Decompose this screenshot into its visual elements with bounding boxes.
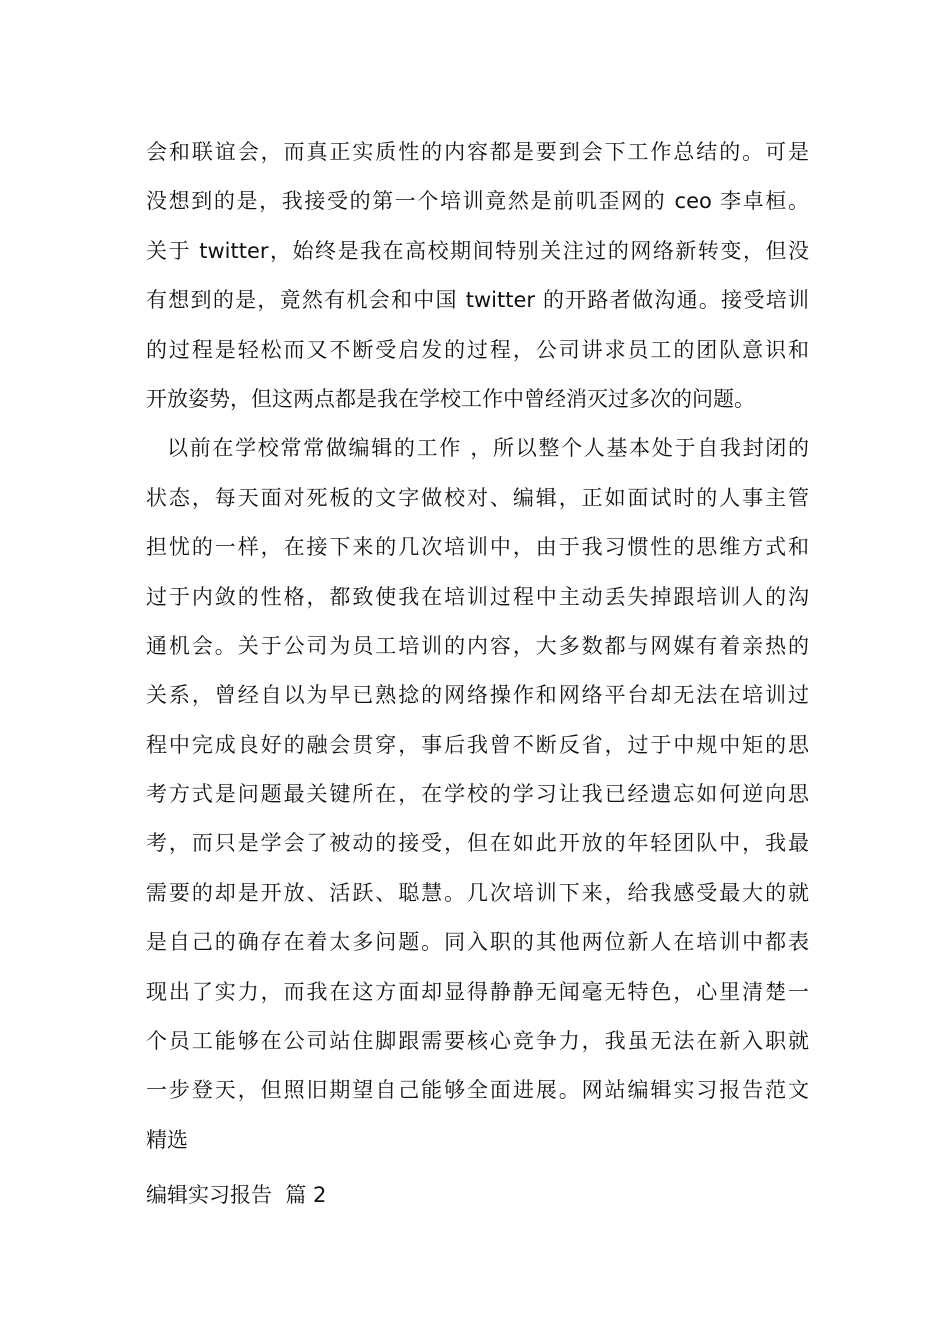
text-line: 精选 xyxy=(146,1127,188,1152)
text-line: 的过程是轻松而又不断受启发的过程，公司讲求员工的团队意识和 xyxy=(146,337,809,362)
text-line: 个员工能够在公司站住脚跟需要核心竞争力，我虽无法在新入职就 xyxy=(146,1029,809,1054)
paragraph-1 xyxy=(146,128,809,424)
text-line: 需要的却是开放、活跃、聪慧。几次培训下来，给我感受最大的就 xyxy=(146,880,809,905)
section-heading: 编辑实习报告 篇 2 xyxy=(146,1183,327,1207)
text-line: 考方式是问题最关键所在，在学校的学习让我已经遗忘如何逆向思 xyxy=(146,782,809,807)
text-line: 考，而只是学会了被动的接受，但在如此开放的年轻团队中，我最 xyxy=(146,831,809,856)
text-line: 有想到的是，竟然有机会和中国 twitter 的开路者做沟通。接受培训 xyxy=(146,288,809,313)
text-line: 开放姿势，但这两点都是我在学校工作中曾经消灭过多次的问题。 xyxy=(146,386,755,411)
text-line: 一步登天，但照旧期望自己能够全面进展。网站编辑实习报告范文 xyxy=(146,1078,809,1103)
text-line: 状态，每天面对死板的文字做校对、编辑，正如面试时的人事主管 xyxy=(146,485,809,510)
text-line: 以前在学校常常做编辑的工作 ，所以整个人基本处于自我封闭的 xyxy=(167,436,809,461)
text-line: 是自己的确存在着太多问题。同入职的其他两位新人在培训中都表 xyxy=(146,930,809,955)
text-line: 过于内敛的性格，都致使我在培训过程中主动丢失掉跟培训人的沟 xyxy=(146,584,809,609)
paragraph-2 xyxy=(146,424,809,1165)
document-body xyxy=(146,128,809,1165)
text-line: 没想到的是，我接受的第一个培训竟然是前叽歪网的 ceo 李卓桓。 xyxy=(146,189,809,214)
text-line: 现出了实力，而我在这方面却显得静静无闻毫无特色，心里清楚一 xyxy=(146,979,809,1004)
text-line: 程中完成良好的融会贯穿，事后我曾不断反省，过于中规中矩的思 xyxy=(146,732,809,757)
text-line: 通机会。关于公司为员工培训的内容，大多数都与网媒有着亲热的 xyxy=(146,633,809,658)
text-line: 关于 twitter，始终是我在高校期间特别关注过的网络新转变，但没 xyxy=(146,238,809,263)
text-line: 会和联谊会，而真正实质性的内容都是要到会下工作总结的。可是 xyxy=(146,140,809,164)
text-line: 关系，曾经自以为早已熟捻的网络操作和网络平台却无法在培训过 xyxy=(146,683,809,708)
text-line: 担忧的一样，在接下来的几次培训中，由于我习惯性的思维方式和 xyxy=(146,535,809,560)
